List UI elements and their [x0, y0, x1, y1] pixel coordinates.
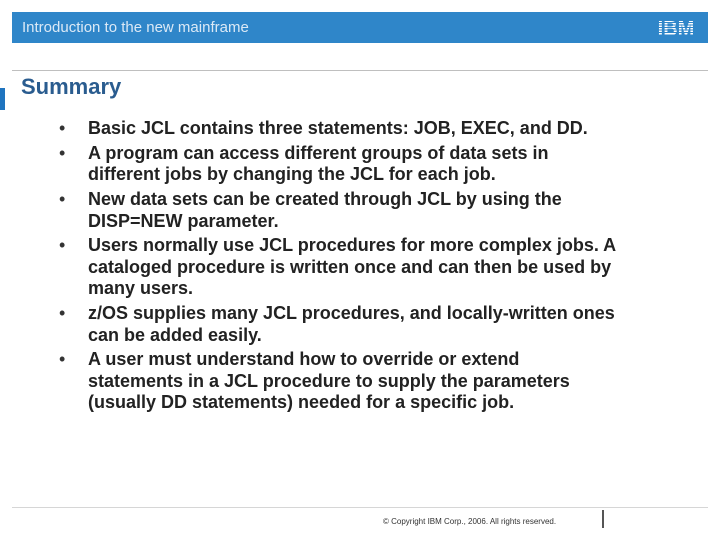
header-title: Introduction to the new mainframe	[22, 19, 249, 36]
bullet-text: Basic JCL contains three statements: JOB, EXEC, and DD.	[88, 118, 588, 138]
bullet-text: A user must understand how to override or extend statements in a JCL procedure to supply the parameters (usually DD statements) needed for a specific job.	[88, 349, 570, 413]
bullet-dot-icon: •	[59, 189, 66, 210]
bullet-item	[56, 143, 616, 186]
bullet-dot-icon: •	[59, 349, 66, 370]
bullet-text: A program can access different groups of data sets in different jobs by changing the JCL for each job.	[88, 142, 549, 185]
footer-divider	[602, 510, 604, 528]
ibm-logo-text: IBM	[657, 18, 695, 38]
bullet-text: z/OS supplies many JCL procedures, and locally-written ones can be added easily.	[88, 303, 615, 345]
bullet-item	[56, 235, 616, 300]
bullet-text: New data sets can be created through JCL by using the DISP=NEW parameter.	[88, 189, 562, 231]
title-rule	[12, 70, 708, 71]
bullet-dot-icon: •	[59, 118, 66, 138]
bullet-dot-icon: •	[59, 142, 66, 163]
bullet-list	[56, 118, 616, 414]
bullet-dot-icon: •	[59, 303, 66, 324]
page-title: Summary	[21, 74, 122, 99]
footer-rule	[12, 507, 708, 508]
bullet-item	[56, 349, 616, 414]
copyright-notice: © Copyright IBM Corp., 2006. All rights reserved.	[383, 517, 557, 526]
bullet-dot-icon: •	[59, 235, 66, 256]
ibm-logo	[654, 18, 698, 38]
title-accent-bar	[0, 88, 5, 110]
slide-content	[56, 118, 616, 417]
bullet-item	[56, 118, 616, 140]
header-bar	[12, 12, 708, 43]
bullet-item	[56, 303, 616, 346]
bullet-text: Users normally use JCL procedures for more complex jobs. A cataloged procedure is written once and can then be used by many users.	[88, 235, 616, 299]
bullet-item	[56, 189, 616, 232]
